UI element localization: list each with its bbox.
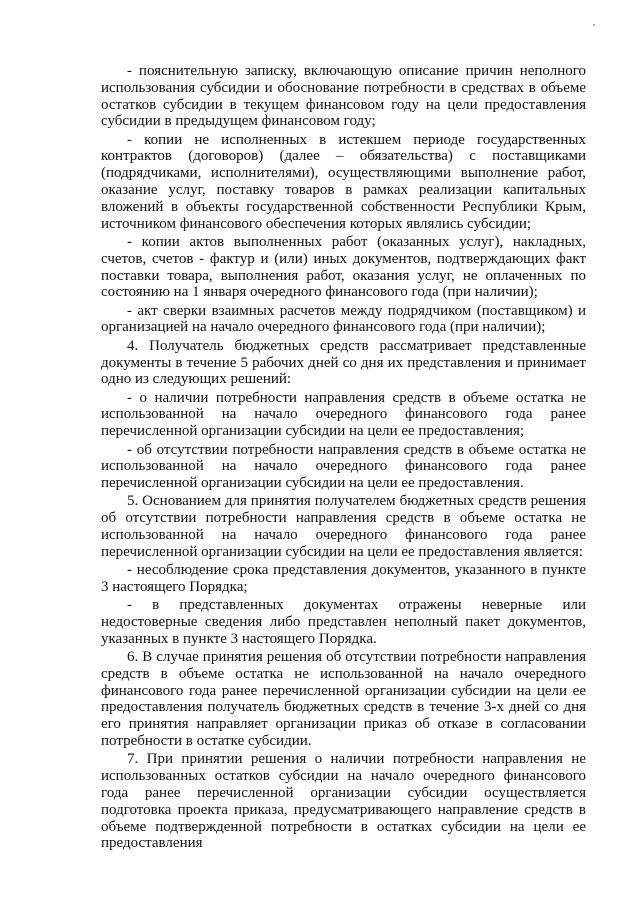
paragraph-deadline-violation: - несоблюдение срока представления документов, указанного в пункте 3 настоящего Порядка;: [101, 562, 586, 595]
paragraph-decision-no-need: - об отсутствии потребности направления средств в объеме остатка не использованной на начало очередного финансового года ранее перечисленной организации субсидии на цели ее предоставления.: [101, 441, 586, 492]
paragraph-item-7: 7. При принятии решения о наличии потребности направления не использованных остатков субсидии на начало очередного финансового года ранее перечисленной организации субсидии осуществляется подготовка проекта приказа, предусматривающего направление средств в объеме подтвержденной потребности в остатках субсидии на цели ее предоставления: [101, 751, 586, 852]
paragraph-explanatory-note: - пояснительную записку, включающую описание причин неполного использования субсидии и обоснование потребности в средствах в объеме остатков субсидии в текущем финансовом году на цели предоставления субсидии в предыдущем финансовом году;: [101, 63, 586, 130]
paragraph-act-copies: - копии актов выполненных работ (оказанных услуг), накладных, счетов, счетов - фактур и (или) иных документов, подтверждающих факт поставки товара, выполнения работ, оказания услуг, не оплаченных по состоянию на 1 января очередного финансового года (при наличии);: [101, 233, 586, 301]
paragraph-reconciliation-act: - акт сверки взаимных расчетов между подрядчиком (поставщиком) и организацией на начало очередного финансового года (при наличии);: [101, 302, 586, 336]
paragraph-item-5: 5. Основанием для принятия получателем бюджетных средств решения об отсутствии потребности направления средств в объеме остатка не использованной на начало очередного финансового года ранее перечисленной организации субсидии на цели ее предоставления является:: [101, 493, 586, 560]
paragraph-incorrect-info: - в представленных документах отражены неверные или недостоверные сведения либо представлен неполный пакет документов, указанных в пункте 3 настоящего Порядка.: [101, 597, 586, 647]
scan-speck: [593, 24, 595, 26]
paragraph-item-6: 6. В случае принятия решения об отсутствии потребности направления средств в объеме остатка не использованной на начало очередного финансового года ранее перечисленной организации субсидии на цели ее предоставления получатель бюджетных средств в течение 3-х дней со дня его принятия направляет организации приказ об отказе в согласовании потребности в остатке субсидии.: [101, 649, 586, 750]
paragraph-contract-copies: - копии не исполненных в истекшем периоде государственных контрактов (договоров) (далее – обязательства) с поставщиками (подрядчиками, исполнителями), осуществляющими выполнение работ, оказание услуг, поставку товаров в рамках реализации капитальных вложений в объекты государственной собственности Республики Крым, источником финансового обеспечения которых являлись субсидии;: [101, 131, 586, 232]
paragraph-decision-need: - о наличии потребности направления средств в объеме остатка не использованной на начало очередного финансового года ранее перечисленной организации субсидии на цели ее предоставления;: [101, 389, 586, 440]
paragraph-item-4: 4. Получатель бюджетных средств рассматривает представленные документы в течение 5 рабочих дней со дня их представления и принимает одно из следующих решений:: [101, 337, 586, 388]
